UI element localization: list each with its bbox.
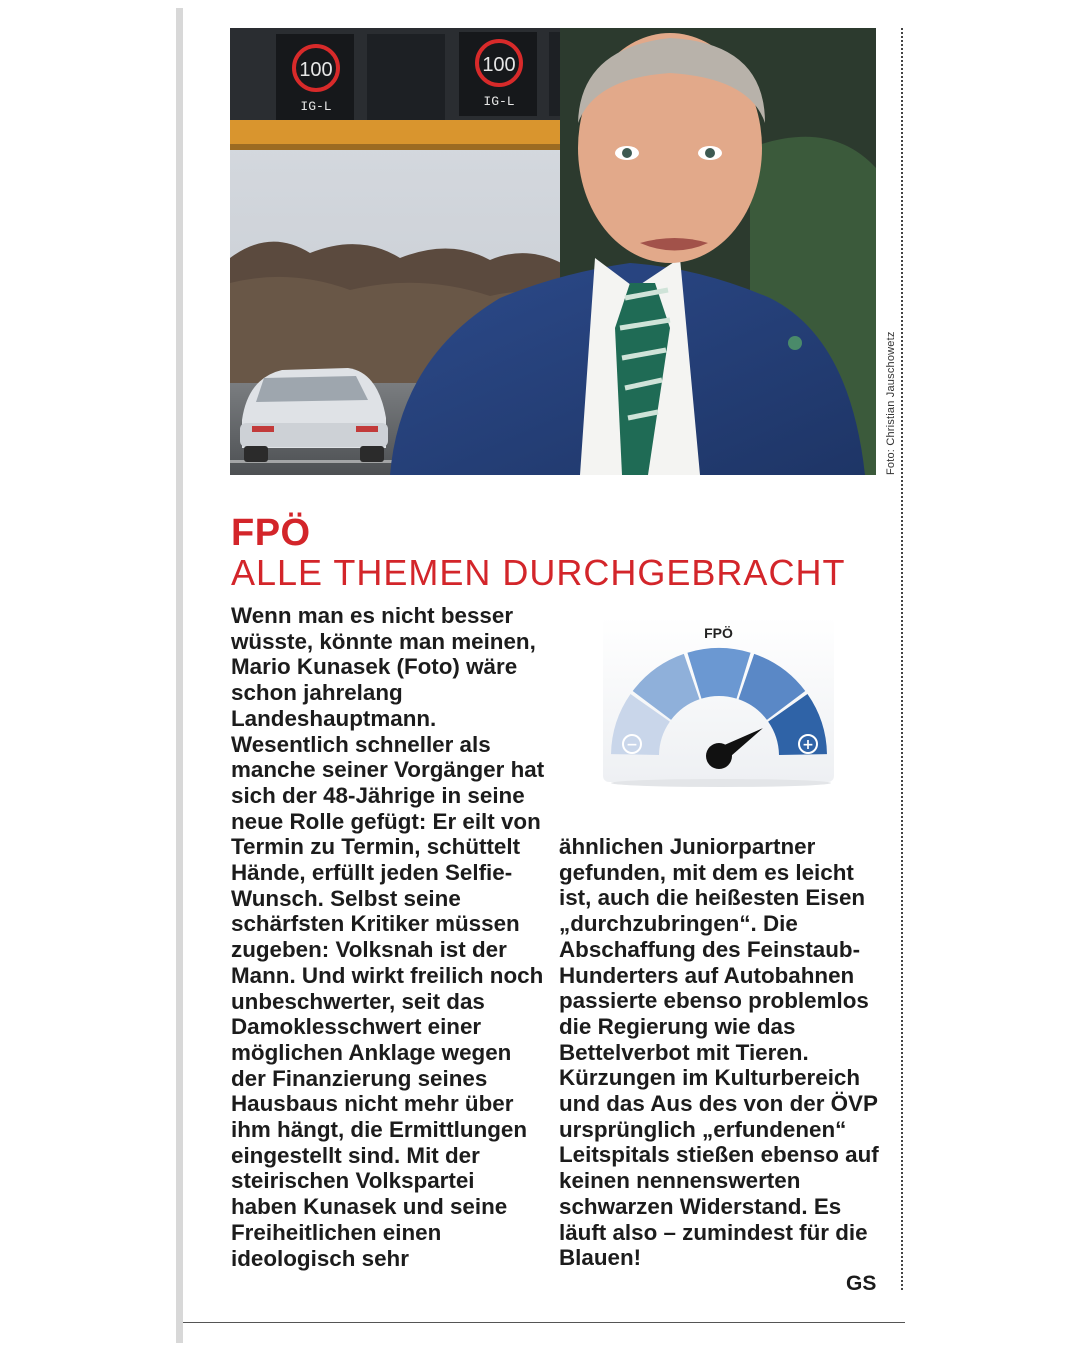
sign-1-code: IG-L [300, 99, 332, 114]
minus-icon: − [626, 737, 638, 753]
gauge-label: FPÖ [704, 625, 733, 641]
column-2-text: ähnlichen Juniorpartner gefunden, mit dem es leicht ist, auch die heißesten Eisen „durchzubringen“. Die Abschaffung des Feinstaub-Hunderters auf Autobahnen passierte ebenso problemlos die Regierung wie das Bettelverbot mit Tieren. Kürzungen im Kulturbereich und das Aus des von der ÖVP ursprünglich „erfundenen“ Leitspitals stießen ebenso auf keinen nennenswerten schwarzen Widerstand. Es läuft also – zumindest für die Blauen! [559, 834, 879, 1271]
left-margin-rule [176, 8, 183, 1343]
sign-1-speed: 100 [299, 59, 333, 81]
column-1-text: Wenn man es nicht besser wüsste, könnte man meinen, Mario Kunasek (Foto) wäre schon jahrelang Landeshauptmann. Wesentlich schneller als manche seiner Vorgänger hat sich der 48-Jährige in seine neue Rolle gefügt: Er eilt von Termin zu Termin, schüttelt Hände, erfüllt jeden Selfie-Wunsch. Selbst seine schärfsten Kritiker müssen zugeben: Volksnah ist der Mann. Und wirkt freilich noch unbeschwerter, seit das Damoklesschwert einer möglichen Anklage wegen der Finanzierung seines Hausbaus nicht mehr über ihm hängt, die Ermittlungen eingestellt sind. Mit der steirischen Volkspartei haben Kunasek und seine Freiheitlichen einen ideologisch sehr [231, 603, 545, 1271]
sign-2-code: IG-L [483, 94, 515, 109]
car [240, 368, 388, 462]
bottom-rule [183, 1322, 905, 1323]
right-dotted-rule [901, 28, 903, 1290]
article-kicker: FPÖ [231, 512, 311, 554]
plus-icon: + [802, 737, 814, 753]
gauge-hub [706, 743, 732, 769]
photo-credit: Foto: Christian Jauschowetz [885, 331, 897, 475]
article-column-1 [231, 603, 546, 1271]
article-photo [230, 28, 876, 475]
author-signature: GS [846, 1272, 877, 1295]
article-column-2 [559, 834, 879, 1271]
rating-gauge [603, 617, 834, 787]
sign-2-speed: 100 [482, 54, 516, 76]
article-headline: ALLE THEMEN DURCHGEBRACHT [231, 552, 846, 593]
